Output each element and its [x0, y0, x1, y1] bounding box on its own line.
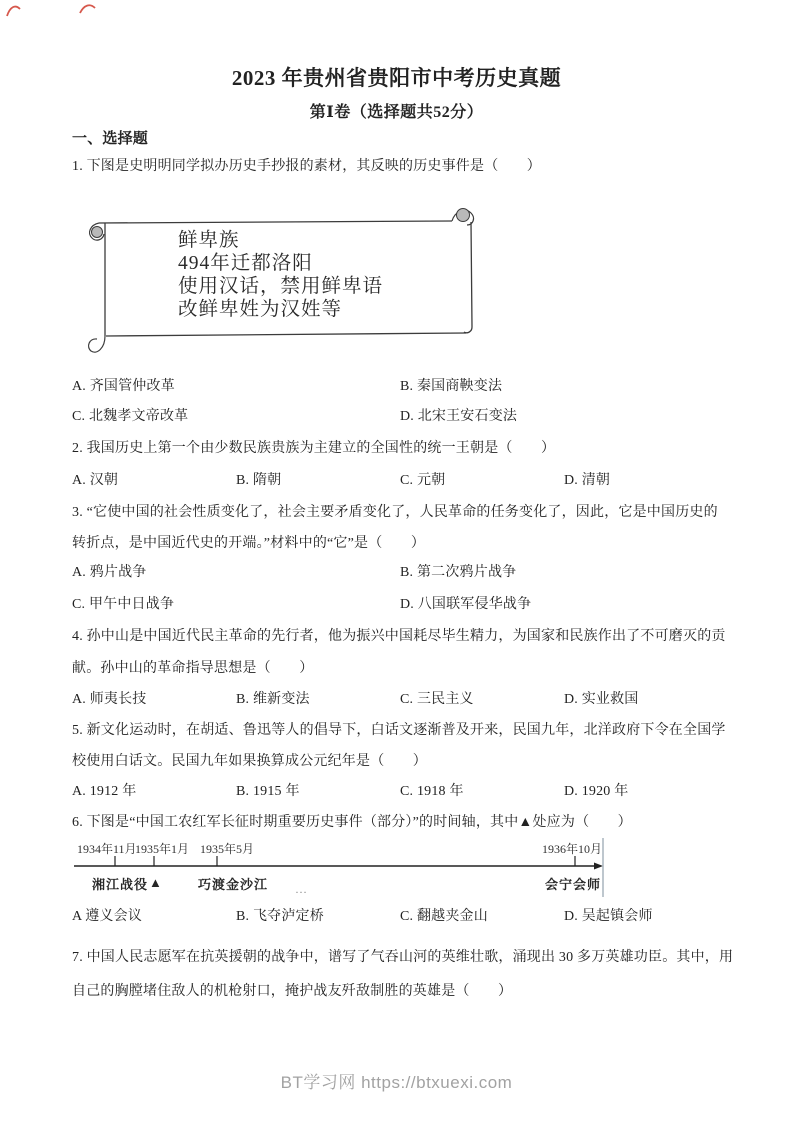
q4-option-a: A. 师夷长技: [72, 692, 147, 707]
q2-option-a: A. 汉朝: [72, 473, 119, 488]
q1-scroll-text-line: 使用汉话，禁用鲜卑语: [178, 276, 384, 297]
q1-option-d: D. 北宋王安石变法: [400, 409, 518, 424]
red-pen-marks: [0, 0, 110, 25]
q7-stem-line2: 自己的胸膛堵住敌人的机枪射口，掩护战友歼敌制胜的英雄是（ ）: [72, 984, 513, 999]
q3-option-a: A. 鸦片战争: [72, 565, 147, 580]
q6-timeline-event: 会宁会师: [545, 877, 602, 892]
q6-timeline-ellipsis: …: [295, 882, 309, 896]
q3-option-d: D. 八国联军侵华战争: [400, 597, 532, 612]
q3-stem-line1: 3. “它使中国的社会性质变化了，社会主要矛盾变化了，人民革命的任务变化了，因此，它是中国历史的: [72, 505, 718, 520]
footer-watermark: BT学习网 https://btxuexi.com: [280, 1073, 513, 1092]
q4-stem-line1: 4. 孙中山是中国近代民主革命的先行者，他为振兴中国耗尽毕生精力，为国家和民族作出了不可磨灭的贡: [72, 629, 726, 644]
q4-option-d: D. 实业救国: [564, 692, 639, 707]
q5-stem-line1: 5. 新文化运动时，在胡适、鲁迅等人的倡导下，白话文逐渐普及开来，民国九年，北洋政府下令在全国学: [72, 723, 726, 738]
q3-option-c: C. 甲午中日战争: [72, 597, 175, 612]
q6-timeline-date: 1936年10月: [542, 842, 603, 856]
q6-option-d: D. 吴起镇会师: [564, 909, 653, 924]
q3-option-b: B. 第二次鸦片战争: [400, 565, 517, 580]
q1-option-b: B. 秦国商鞅变法: [400, 379, 503, 394]
q5-option-c: C. 1918 年: [400, 784, 464, 799]
q6-option-b: B. 飞夺泸定桥: [236, 909, 324, 924]
q5-stem-line2: 校使用白话文。民国九年如果换算成公元纪年是（ ）: [72, 754, 427, 769]
q6-stem: 6. 下图是“中国工农红军长征时期重要历史事件（部分）”的时间轴，其中▲处应为（ ）: [72, 815, 632, 830]
q5-option-b: B. 1915 年: [236, 784, 300, 799]
q6-option-c: C. 翻越夹金山: [400, 909, 488, 924]
q1-stem: 1. 下图是史明明同学拟办历史手抄报的素材，其反映的历史事件是（ ）: [72, 159, 541, 174]
q4-option-b: B. 维新变法: [236, 692, 310, 707]
page-title: 2023 年贵州省贵阳市中考历史真题: [231, 66, 562, 90]
q2-stem: 2. 我国历史上第一个由少数民族贵族为主建立的全国性的统一王朝是（ ）: [72, 441, 556, 456]
q6-timeline-date: 1935年5月: [200, 842, 255, 856]
q1-option-a: A. 齐国管仲改革: [72, 379, 175, 394]
section-heading: 一、选择题: [72, 131, 149, 147]
q1-scroll-text-line: 改鲜卑姓为汉姓等: [178, 299, 343, 320]
q2-option-d: D. 清朝: [564, 473, 611, 488]
q6-timeline-triangle-marker: ▲: [149, 875, 163, 890]
q2-option-b: B. 隋朝: [236, 473, 282, 488]
q4-stem-line2: 献。孙中山的革命指导思想是（ ）: [72, 661, 314, 676]
q6-timeline-date: 1935年1月: [135, 842, 190, 856]
page-subtitle: 第Ⅰ卷（选择题共52分）: [309, 104, 484, 121]
q6-timeline-event: 巧渡金沙江: [198, 877, 269, 892]
q6-timeline-event: 湘江战役: [92, 877, 149, 892]
q5-option-a: A. 1912 年: [72, 784, 137, 799]
q5-option-d: D. 1920 年: [564, 784, 629, 799]
q7-stem-line1: 7. 中国人民志愿军在抗英援朝的战争中，谱写了气吞山河的英维壮歌，涌现出 30 多万英雄功臣。其中，用: [72, 950, 734, 965]
q1-scroll-text-line: 鲜卑族: [178, 230, 240, 251]
q4-option-c: C. 三民主义: [400, 692, 474, 707]
q6-option-a: A 遵义会议: [72, 909, 143, 924]
q1-option-c: C. 北魏孝文帝改革: [72, 409, 189, 424]
q2-option-c: C. 元朝: [400, 473, 446, 488]
q1-scroll-text-line: 494年迁都洛阳: [178, 253, 313, 274]
q6-timeline-date: 1934年11月: [77, 842, 137, 856]
q3-stem-line2: 转折点，是中国近代史的开端。”材料中的“它”是（ ）: [72, 536, 426, 551]
